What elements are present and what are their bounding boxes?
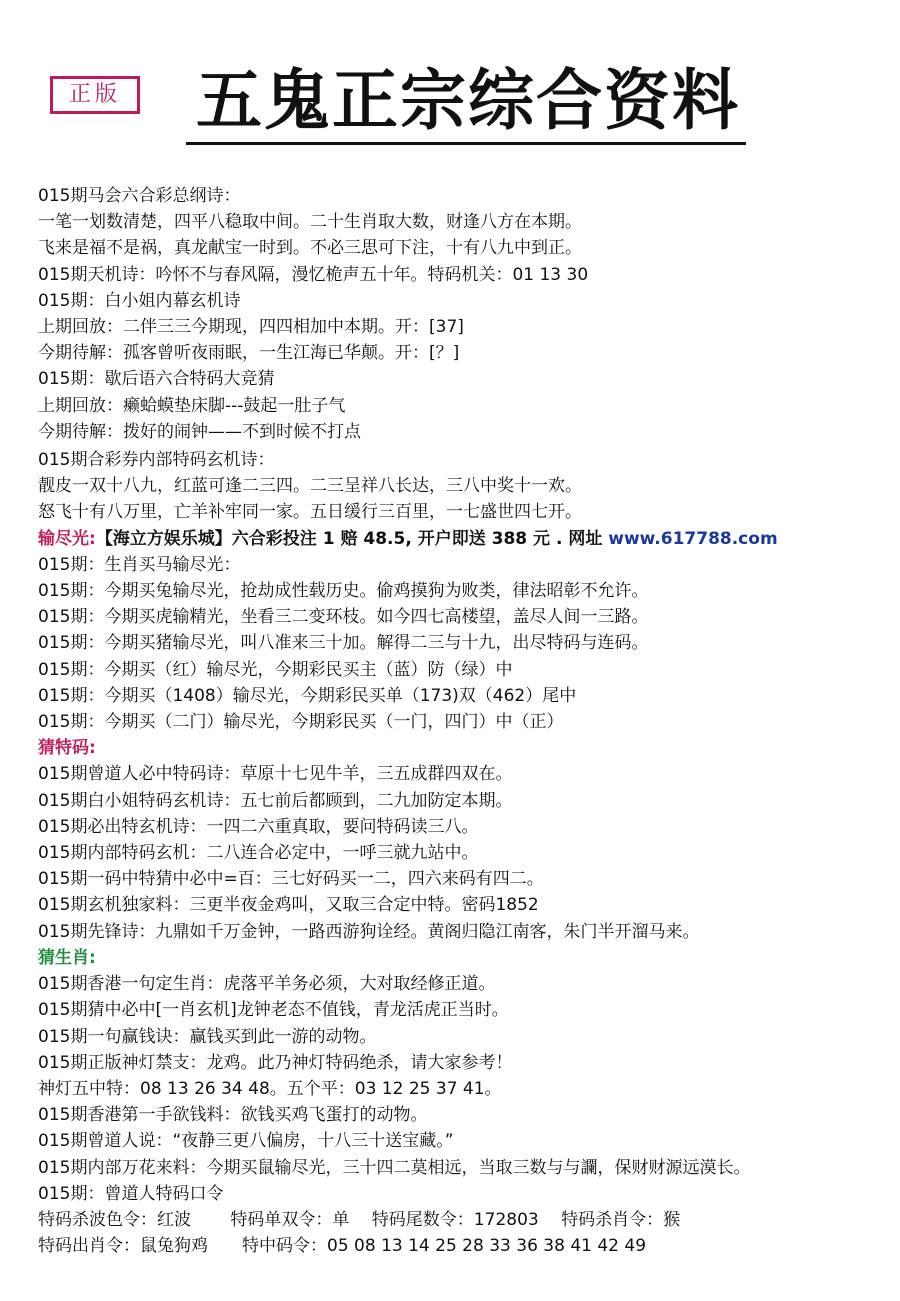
text-line: 015期猜中必中[一肖玄机]龙钟老态不值钱，青龙活虎正当时。 <box>38 1000 509 1021</box>
ad-label: 输尽光: <box>38 528 96 549</box>
ad-line <box>38 526 888 552</box>
text-line: 015期：歇后语六合特码大竞猜 <box>38 369 275 390</box>
text-line: 015期：今期买（二门）输尽光，今期彩民买（一门，四门）中（正） <box>38 712 564 733</box>
page-title: 五鬼正宗综合资料 <box>196 61 740 139</box>
text-line: 特码出肖令：鼠兔狗鸡 特中码令：05 08 13 14 25 28 33 36 38 41 42 49 <box>38 1236 647 1257</box>
section-heading-guess-zodiac: 猜生肖: <box>38 947 96 968</box>
text-line: 015期合彩券内部特码玄机诗： <box>38 450 275 471</box>
text-line: 特码杀波色令：红波 特码单双令：单 特码尾数令：172803 特码杀肖令：猴 <box>38 1209 681 1230</box>
content-body <box>38 183 888 1259</box>
text-line: 飞来是福不是祸，真龙献宝一时到。不必三思可下注，十有八九中到正。 <box>38 238 582 259</box>
text-line: 怒飞十有八万里，亡羊补牢同一家。五日缓行三百里，一七盛世四七开。 <box>38 502 582 523</box>
text-line: 015期：今期买猪输尽光，叫八准来三十加。解得二三与十九，出尽特码与连码。 <box>38 633 649 654</box>
text-line: 015期白小姐特码玄机诗：五七前后都顾到，二九加防定本期。 <box>38 790 513 811</box>
text-line: 015期：生肖买马输尽光： <box>38 554 241 575</box>
ad-url: www.617788.com <box>608 528 778 549</box>
authentic-badge: 正版 <box>50 76 140 114</box>
text-line: 015期曾道人说：“夜静三更八偏房，十八三十送宝藏。” <box>38 1131 454 1152</box>
text-line: 015期一句赢钱诀：赢钱买到此一游的动物。 <box>38 1026 377 1047</box>
text-line: 015期必出特玄机诗：一四二六重真取，要问特码读三八。 <box>38 816 479 837</box>
text-line: 015期：今期买（1408）输尽光，今期彩民买单（173)双（462）尾中 <box>38 685 577 706</box>
text-line: 今期待解：拨好的闹钟——不到时候不打点 <box>38 421 361 442</box>
text-line: 015期一码中特猜中必中=百：三七好码买一二，四六来码有四二。 <box>38 869 544 890</box>
text-line: 015期：今期买（红）输尽光，今期彩民买主（蓝）防（绿）中 <box>38 659 513 680</box>
text-line: 今期待解：孤客曾听夜雨眠，一生江海已华颠。开：[？] <box>38 343 460 364</box>
text-line: 015期：今期买兔输尽光，抢劫成性载历史。偷鸡摸狗为败类，律法昭彰不允许。 <box>38 581 649 602</box>
title-underline <box>186 142 746 145</box>
text-line: 上期回放：二伴三三今期现，四四相加中本期。开：[37] <box>38 317 464 338</box>
text-line: 015期内部万花来料：今期买鼠输尽光，三十四二莫相远，当取三数与与讕，保财财源远漠长。 <box>38 1157 751 1178</box>
text-line: 上期回放：癞蛤蟆垫床脚---鼓起一肚子气 <box>38 395 346 416</box>
text-line: 015期：曾道人特码口令 <box>38 1183 224 1204</box>
text-line: 015期天机诗：吟怀不与春风隔，漫忆桅声五十年。特码机关：01 13 30 <box>38 264 589 285</box>
text-line: 015期内部特码玄机：二八连合必定中，一呼三就九站中。 <box>38 843 479 864</box>
text-line: 015期马会六合彩总纲诗： <box>38 186 241 206</box>
text-line: 靓皮一双十八九，红蓝可逢二三四。二三呈祥八长达，三八中奖十一欢。 <box>38 476 582 497</box>
text-line: 一笔一划数清楚，四平八稳取中间。二十生肖取大数，财逢八方在本期。 <box>38 212 582 233</box>
text-line: 015期曾道人必中特码诗：草原十七见牛羊，三五成群四双在。 <box>38 764 513 785</box>
ad-text: 【海立方娱乐城】六合彩投注 1 赔 48.5, 开户即送 388 元 . 网址 <box>95 528 603 549</box>
section-heading-guess-special: 猜特码: <box>38 738 96 759</box>
text-line: 015期香港一句定生肖：虎落平羊务必须，大对取经修正道。 <box>38 974 496 995</box>
text-line: 015期：今期买虎输精光，坐看三二变环枝。如今四七高楼望，盖尽人间一三路。 <box>38 607 649 628</box>
text-line: 015期：白小姐内幕玄机诗 <box>38 290 241 311</box>
text-line: 015期先锋诗：九鼎如千万金钟，一路西游狗诠经。黄阁归隐江南客，朱门半开溜马来。 <box>38 921 700 942</box>
text-line: 015期正版神灯禁支：龙鸡。此乃神灯特码绝杀，请大家参考！ <box>38 1052 513 1073</box>
text-line: 015期玄机独家料：三更半夜金鸡叫，又取三合定中特。密码1852 <box>38 895 539 916</box>
text-line: 015期香港第一手欲钱料：欲钱买鸡飞蛋打的动物。 <box>38 1105 428 1126</box>
text-line: 神灯五中特：08 13 26 34 48。五个平：03 12 25 37 41。 <box>38 1078 502 1099</box>
